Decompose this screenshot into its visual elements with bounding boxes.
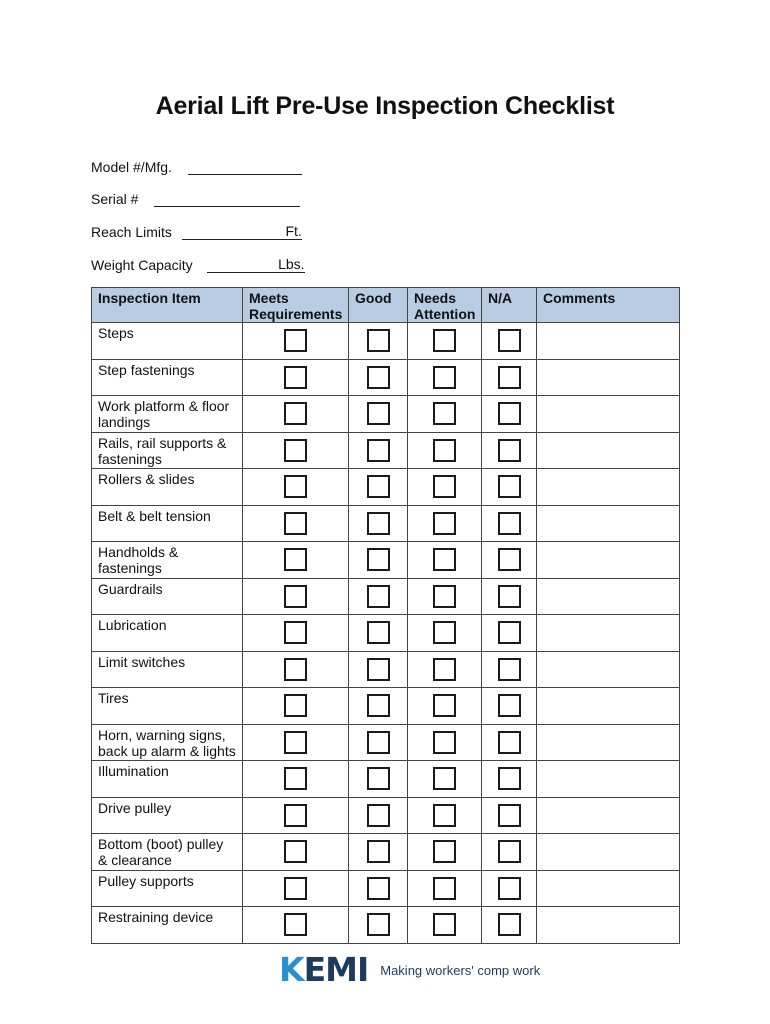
good-checkbox[interactable] (367, 658, 390, 681)
needs-checkbox[interactable] (433, 804, 456, 827)
comments-cell[interactable] (537, 834, 680, 871)
meets-checkbox[interactable] (284, 621, 307, 644)
meets-cell (243, 834, 349, 871)
needs-checkbox[interactable] (433, 913, 456, 936)
inspection-item-label: Pulley supports (92, 870, 243, 907)
good-cell (349, 870, 408, 907)
comments-cell[interactable] (537, 688, 680, 725)
good-checkbox[interactable] (367, 804, 390, 827)
needs-cell (408, 469, 482, 506)
meets-checkbox[interactable] (284, 366, 307, 389)
needs-checkbox[interactable] (433, 877, 456, 900)
table-row (92, 688, 680, 725)
inspection-table (91, 287, 680, 944)
serial-field (91, 190, 300, 207)
needs-checkbox[interactable] (433, 840, 456, 863)
good-cell (349, 505, 408, 542)
meets-checkbox[interactable] (284, 329, 307, 352)
meets-cell (243, 761, 349, 798)
meets-cell (243, 505, 349, 542)
na-checkbox[interactable] (498, 548, 521, 571)
comments-cell[interactable] (537, 615, 680, 652)
meets-checkbox[interactable] (284, 658, 307, 681)
na-cell (482, 761, 537, 798)
comments-cell[interactable] (537, 870, 680, 907)
inspection-item-label: Restraining device (92, 907, 243, 944)
needs-checkbox[interactable] (433, 366, 456, 389)
good-cell (349, 615, 408, 652)
comments-cell[interactable] (537, 469, 680, 506)
na-cell (482, 323, 537, 360)
inspection-item-label: Steps (92, 323, 243, 360)
table-row (92, 432, 680, 469)
meets-checkbox[interactable] (284, 913, 307, 936)
na-checkbox[interactable] (498, 731, 521, 754)
model-label: Model #/Mfg. (91, 159, 172, 175)
reach-label: Reach Limits (91, 224, 172, 240)
na-cell (482, 469, 537, 506)
meets-checkbox[interactable] (284, 439, 307, 462)
good-cell (349, 469, 408, 506)
meets-cell (243, 688, 349, 725)
table-header-row (92, 288, 680, 323)
meets-checkbox[interactable] (284, 585, 307, 608)
table-row (92, 761, 680, 798)
meets-checkbox[interactable] (284, 877, 307, 900)
needs-cell (408, 724, 482, 761)
table-row (92, 359, 680, 396)
good-checkbox[interactable] (367, 840, 390, 863)
inspection-item-label: Tires (92, 688, 243, 725)
comments-cell[interactable] (537, 542, 680, 579)
header-inspection-item: Inspection Item (92, 288, 243, 323)
na-checkbox[interactable] (498, 767, 521, 790)
table-row (92, 396, 680, 433)
reach-field (91, 223, 302, 240)
meets-cell (243, 615, 349, 652)
model-field (91, 158, 302, 175)
table-row (92, 907, 680, 944)
na-checkbox[interactable] (498, 475, 521, 498)
good-cell (349, 761, 408, 798)
needs-cell (408, 688, 482, 725)
good-checkbox[interactable] (367, 512, 390, 535)
comments-cell[interactable] (537, 323, 680, 360)
na-checkbox[interactable] (498, 840, 521, 863)
serial-blank[interactable] (154, 190, 300, 207)
table-row (92, 870, 680, 907)
table-row (92, 542, 680, 579)
needs-cell (408, 505, 482, 542)
meets-cell (243, 359, 349, 396)
table-row (92, 578, 680, 615)
comments-cell[interactable] (537, 396, 680, 433)
na-checkbox[interactable] (498, 329, 521, 352)
table-row (92, 651, 680, 688)
weight-label: Weight Capacity (91, 257, 193, 273)
na-checkbox[interactable] (498, 804, 521, 827)
meets-cell (243, 432, 349, 469)
good-checkbox[interactable] (367, 694, 390, 717)
good-checkbox[interactable] (367, 402, 390, 425)
na-checkbox[interactable] (498, 658, 521, 681)
meets-cell (243, 651, 349, 688)
good-checkbox[interactable] (367, 439, 390, 462)
needs-cell (408, 396, 482, 433)
na-cell (482, 432, 537, 469)
inspection-item-label: Drive pulley (92, 797, 243, 834)
good-cell (349, 907, 408, 944)
na-cell (482, 797, 537, 834)
inspection-item-label: Belt & belt tension (92, 505, 243, 542)
meets-checkbox[interactable] (284, 731, 307, 754)
na-cell (482, 724, 537, 761)
good-cell (349, 323, 408, 360)
inspection-item-label: Limit switches (92, 651, 243, 688)
needs-cell (408, 323, 482, 360)
na-cell (482, 688, 537, 725)
na-checkbox[interactable] (498, 585, 521, 608)
na-checkbox[interactable] (498, 913, 521, 936)
needs-cell (408, 432, 482, 469)
needs-checkbox[interactable] (433, 439, 456, 462)
needs-checkbox[interactable] (433, 512, 456, 535)
table-row (92, 724, 680, 761)
good-cell (349, 797, 408, 834)
inspection-item-label: Lubrication (92, 615, 243, 652)
good-cell (349, 651, 408, 688)
meets-cell (243, 870, 349, 907)
good-checkbox[interactable] (367, 731, 390, 754)
weight-blank[interactable] (207, 256, 305, 273)
na-cell (482, 396, 537, 433)
comments-cell[interactable] (537, 797, 680, 834)
good-checkbox[interactable] (367, 877, 390, 900)
model-blank[interactable] (188, 158, 302, 175)
meets-checkbox[interactable] (284, 767, 307, 790)
good-checkbox[interactable] (367, 767, 390, 790)
needs-checkbox[interactable] (433, 694, 456, 717)
good-cell (349, 432, 408, 469)
needs-cell (408, 797, 482, 834)
good-checkbox[interactable] (367, 366, 390, 389)
meets-checkbox[interactable] (284, 548, 307, 571)
na-cell (482, 870, 537, 907)
inspection-item-label: Horn, warning signs, back up alarm & lights (92, 724, 243, 761)
na-cell (482, 578, 537, 615)
na-cell (482, 651, 537, 688)
meets-checkbox[interactable] (284, 840, 307, 863)
comments-cell[interactable] (537, 907, 680, 944)
good-cell (349, 542, 408, 579)
na-cell (482, 505, 537, 542)
na-cell (482, 615, 537, 652)
meets-checkbox[interactable] (284, 804, 307, 827)
meets-checkbox[interactable] (284, 694, 307, 717)
comments-cell[interactable] (537, 505, 680, 542)
meets-cell (243, 323, 349, 360)
kemi-tagline: Making workers' comp work (380, 962, 541, 978)
na-checkbox[interactable] (498, 877, 521, 900)
good-checkbox[interactable] (367, 621, 390, 644)
comments-cell[interactable] (537, 724, 680, 761)
good-cell (349, 688, 408, 725)
inspection-item-label: Work platform & floor landings (92, 396, 243, 433)
needs-cell (408, 578, 482, 615)
na-checkbox[interactable] (498, 512, 521, 535)
reach-unit: Ft. (285, 223, 302, 239)
meets-cell (243, 578, 349, 615)
good-checkbox[interactable] (367, 913, 390, 936)
needs-cell (408, 870, 482, 907)
na-checkbox[interactable] (498, 366, 521, 389)
weight-field (91, 256, 305, 273)
serial-label: Serial # (91, 191, 139, 207)
weight-unit: Lbs. (278, 256, 305, 272)
na-checkbox[interactable] (498, 402, 521, 425)
inspection-item-label: Handholds & fastenings (92, 542, 243, 579)
meets-cell (243, 396, 349, 433)
comments-cell[interactable] (537, 761, 680, 798)
needs-checkbox[interactable] (433, 585, 456, 608)
meets-checkbox[interactable] (284, 402, 307, 425)
meets-cell (243, 542, 349, 579)
table-row (92, 505, 680, 542)
meets-cell (243, 469, 349, 506)
inspection-item-label: Rollers & slides (92, 469, 243, 506)
good-checkbox[interactable] (367, 475, 390, 498)
na-cell (482, 542, 537, 579)
meets-cell (243, 907, 349, 944)
needs-checkbox[interactable] (433, 621, 456, 644)
kemi-logo (279, 952, 540, 988)
na-checkbox[interactable] (498, 694, 521, 717)
needs-cell (408, 359, 482, 396)
needs-checkbox[interactable] (433, 548, 456, 571)
needs-cell (408, 615, 482, 652)
comments-cell[interactable] (537, 651, 680, 688)
meets-cell (243, 797, 349, 834)
needs-checkbox[interactable] (433, 767, 456, 790)
page-title: Aerial Lift Pre-Use Inspection Checklist (155, 92, 615, 120)
table-row (92, 797, 680, 834)
good-checkbox[interactable] (367, 329, 390, 352)
table-row (92, 834, 680, 871)
needs-cell (408, 907, 482, 944)
comments-cell[interactable] (537, 578, 680, 615)
needs-cell (408, 834, 482, 871)
meets-checkbox[interactable] (284, 512, 307, 535)
needs-checkbox[interactable] (433, 329, 456, 352)
inspection-item-label: Rails, rail supports & fastenings (92, 432, 243, 469)
needs-checkbox[interactable] (433, 402, 456, 425)
meets-cell (243, 724, 349, 761)
na-cell (482, 834, 537, 871)
table-row (92, 615, 680, 652)
inspection-item-label: Bottom (boot) pulley & clearance (92, 834, 243, 871)
table-row (92, 323, 680, 360)
comments-cell[interactable] (537, 432, 680, 469)
header-needs-attention: Needs Attention (408, 288, 482, 323)
kemi-logo-mark: KEMI (279, 950, 369, 989)
good-cell (349, 724, 408, 761)
good-checkbox[interactable] (367, 585, 390, 608)
inspection-item-label: Step fastenings (92, 359, 243, 396)
header-good: Good (349, 288, 408, 323)
good-cell (349, 834, 408, 871)
na-cell (482, 907, 537, 944)
good-checkbox[interactable] (367, 548, 390, 571)
inspection-item-label: Illumination (92, 761, 243, 798)
meets-checkbox[interactable] (284, 475, 307, 498)
good-cell (349, 359, 408, 396)
inspection-item-label: Guardrails (92, 578, 243, 615)
header-na: N/A (482, 288, 537, 323)
needs-checkbox[interactable] (433, 731, 456, 754)
header-meets-requirements: Meets Requirements (243, 288, 349, 323)
reach-blank[interactable] (182, 223, 302, 240)
needs-checkbox[interactable] (433, 475, 456, 498)
good-cell (349, 578, 408, 615)
na-checkbox[interactable] (498, 621, 521, 644)
comments-cell[interactable] (537, 359, 680, 396)
table-row (92, 469, 680, 506)
good-cell (349, 396, 408, 433)
needs-cell (408, 542, 482, 579)
needs-cell (408, 761, 482, 798)
needs-cell (408, 651, 482, 688)
header-comments: Comments (537, 288, 680, 323)
na-cell (482, 359, 537, 396)
na-checkbox[interactable] (498, 439, 521, 462)
needs-checkbox[interactable] (433, 658, 456, 681)
